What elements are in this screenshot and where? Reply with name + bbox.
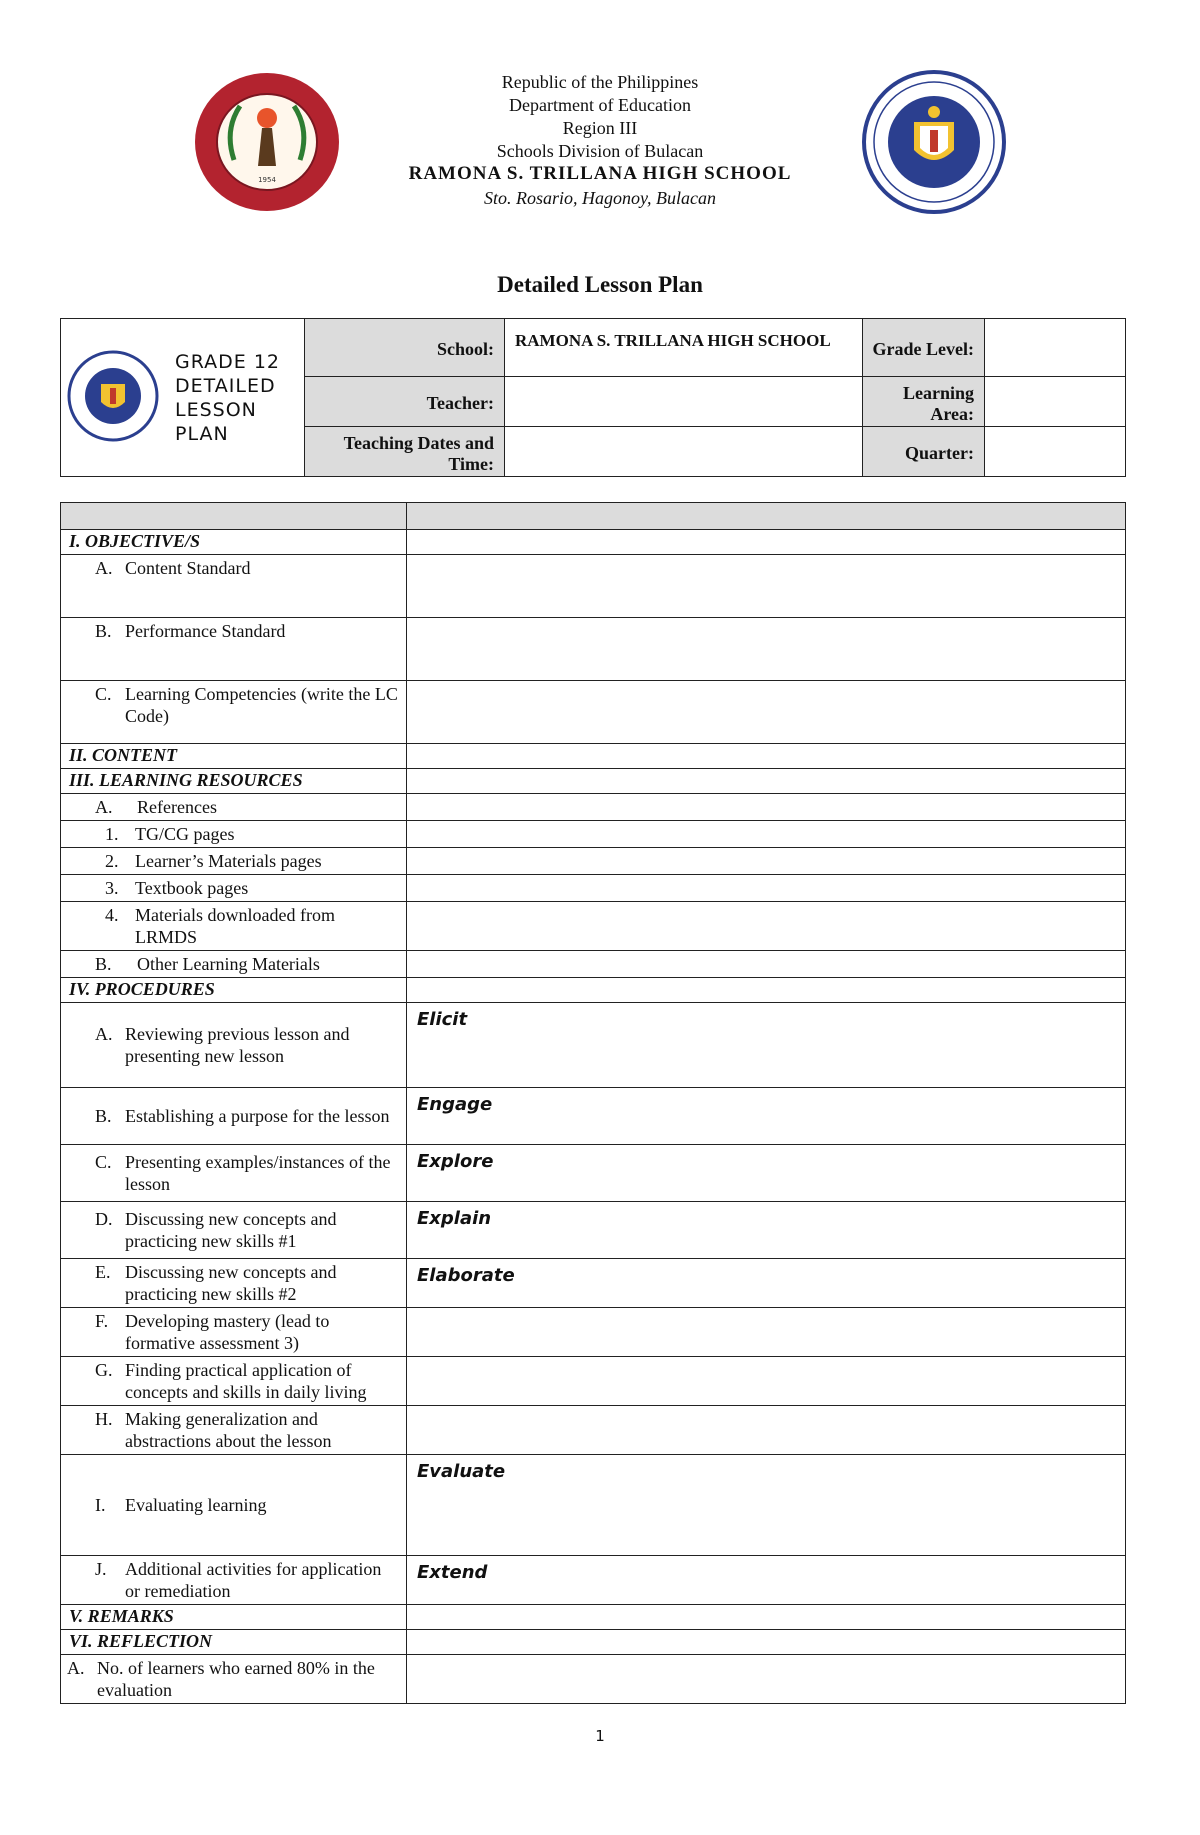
phase-cell[interactable] [407, 1308, 1126, 1357]
section-row [61, 744, 1126, 769]
table-row [61, 951, 1126, 978]
table-row [61, 794, 1126, 821]
republic-text: Republic of the Philippines [501, 72, 699, 92]
item-label: Establishing a purpose for the lesson [125, 1106, 390, 1126]
item-label: Other Learning Materials [137, 954, 320, 974]
learning-competencies-cell[interactable] [407, 681, 1126, 744]
item-label: Content Standard [125, 558, 251, 578]
item-label: References [137, 797, 217, 817]
phase-cell[interactable]: Explore [407, 1145, 1126, 1202]
item-label: Discussing new concepts and practicing new skills #1 [125, 1209, 337, 1251]
item-key: D. [95, 1209, 113, 1229]
quarter-label: Quarter: [863, 427, 985, 477]
table-row [61, 1259, 1126, 1308]
quarter-value[interactable] [985, 427, 1126, 477]
item-label: Presenting examples/instances of the lesson [125, 1152, 391, 1194]
table-row [61, 681, 1126, 744]
grade-level-value[interactable] [985, 319, 1126, 377]
section-procedures: IV. PROCEDURES [61, 978, 407, 1003]
table-row [61, 848, 1126, 875]
table-row [61, 1202, 1126, 1259]
performance-standard-cell[interactable] [407, 618, 1126, 681]
item-key: C. [95, 684, 112, 704]
item-label: Reviewing previous lesson and presenting new lesson [125, 1024, 350, 1066]
grade-level-label: Grade Level: [863, 319, 985, 377]
table-row [61, 1308, 1126, 1357]
deped-logo-small [67, 350, 163, 446]
lesson-info-table [60, 318, 1126, 477]
department-text: Department of Education [509, 95, 691, 115]
table-row [61, 1406, 1126, 1455]
grade-box-text: GRADE 12 DETAILED LESSON PLAN [175, 350, 281, 445]
teacher-value[interactable] [505, 377, 863, 427]
table-row [61, 821, 1126, 848]
item-label: No. of learners who earned 80% in the evaluation [97, 1658, 375, 1700]
item-key: J. [95, 1559, 107, 1579]
item-key: I. [95, 1495, 106, 1515]
table-row [61, 1357, 1126, 1406]
section-reflection: VI. REFLECTION [61, 1630, 407, 1655]
phase-cell[interactable] [407, 1357, 1126, 1406]
item-label: Performance Standard [125, 621, 286, 641]
section-row [61, 530, 1126, 555]
section-row [61, 1630, 1126, 1655]
item-key: 2. [105, 851, 119, 871]
school-name-heading: RAMONA S. TRILLANA HIGH SCHOOL [408, 163, 792, 184]
section-row [61, 978, 1126, 1003]
phase-cell[interactable]: Elicit [407, 1003, 1126, 1088]
item-label: Finding practical application of concepts and skills in daily living [125, 1360, 367, 1402]
item-label: Developing mastery (lead to formative assessment 3) [125, 1311, 330, 1353]
item-key: E. [95, 1262, 111, 1282]
table-row [61, 1145, 1126, 1202]
table-row [61, 555, 1126, 618]
phase-cell[interactable]: Elaborate [407, 1259, 1126, 1308]
section-row [61, 1605, 1126, 1630]
item-key: G. [95, 1360, 113, 1380]
table-row [61, 1088, 1126, 1145]
item-key: C. [95, 1152, 112, 1172]
table-row [61, 1655, 1126, 1704]
table-row [61, 875, 1126, 902]
dates-value[interactable] [505, 427, 863, 477]
page-title: Detailed Lesson Plan [497, 272, 703, 297]
item-key: A. [95, 558, 113, 578]
phase-cell[interactable]: Evaluate [407, 1455, 1126, 1556]
phase-cell[interactable] [407, 1406, 1126, 1455]
learning-area-label: Learning Area: [863, 377, 985, 427]
svg-text:1954: 1954 [258, 176, 276, 184]
phase-cell[interactable]: Extend [407, 1556, 1126, 1605]
item-key: A. [95, 797, 113, 817]
table-row [61, 1455, 1126, 1556]
item-label: Making generalization and abstractions about the lesson [125, 1409, 332, 1451]
item-key: H. [95, 1409, 113, 1429]
item-key: B. [95, 1106, 112, 1126]
item-label: TG/CG pages [135, 824, 235, 844]
content-standard-cell[interactable] [407, 555, 1126, 618]
item-key: A. [67, 1658, 85, 1678]
section-resources: III. LEARNING RESOURCES [61, 769, 407, 794]
item-key: 3. [105, 878, 119, 898]
school-value[interactable]: RAMONA S. TRILLANA HIGH SCHOOL [505, 319, 863, 377]
phase-cell[interactable]: Engage [407, 1088, 1126, 1145]
teacher-label: Teacher: [305, 377, 505, 427]
section-objectives: I. OBJECTIVE/S [61, 530, 407, 555]
school-address: Sto. Rosario, Hagonoy, Bulacan [484, 188, 716, 208]
school-label: School: [305, 319, 505, 377]
region-text: Region III [562, 118, 638, 138]
page-number: 1 [595, 1727, 605, 1745]
item-key: B. [95, 954, 112, 974]
item-key: 4. [105, 905, 119, 925]
section-row [61, 769, 1126, 794]
item-label: Materials downloaded from LRMDS [135, 905, 335, 947]
division-text: Schools Division of Bulacan [496, 141, 704, 161]
item-key: A. [95, 1024, 113, 1044]
phase-cell[interactable]: Explain [407, 1202, 1126, 1259]
item-key: F. [95, 1311, 109, 1331]
dates-label: Teaching Dates and Time: [305, 427, 505, 477]
section-remarks: V. REMARKS [61, 1605, 407, 1630]
section-content: II. CONTENT [61, 744, 407, 769]
table-row [61, 1003, 1126, 1088]
item-label: Learning Competencies (write the LC Code) [125, 684, 398, 726]
item-label: Textbook pages [135, 878, 249, 898]
table-row [61, 1556, 1126, 1605]
learning-area-value[interactable] [985, 377, 1126, 427]
item-label: Discussing new concepts and practicing new skills #2 [125, 1262, 337, 1304]
table-row [61, 902, 1126, 951]
table-header-row [61, 503, 1126, 530]
item-key: B. [95, 621, 112, 641]
item-key: 1. [105, 824, 119, 844]
grade-box-cell [61, 319, 305, 477]
item-label: Additional activities for application or remediation [125, 1559, 382, 1601]
lesson-plan-table [60, 502, 1126, 1704]
item-label: Learner’s Materials pages [135, 851, 322, 871]
table-row [61, 618, 1126, 681]
item-label: Evaluating learning [125, 1495, 267, 1515]
